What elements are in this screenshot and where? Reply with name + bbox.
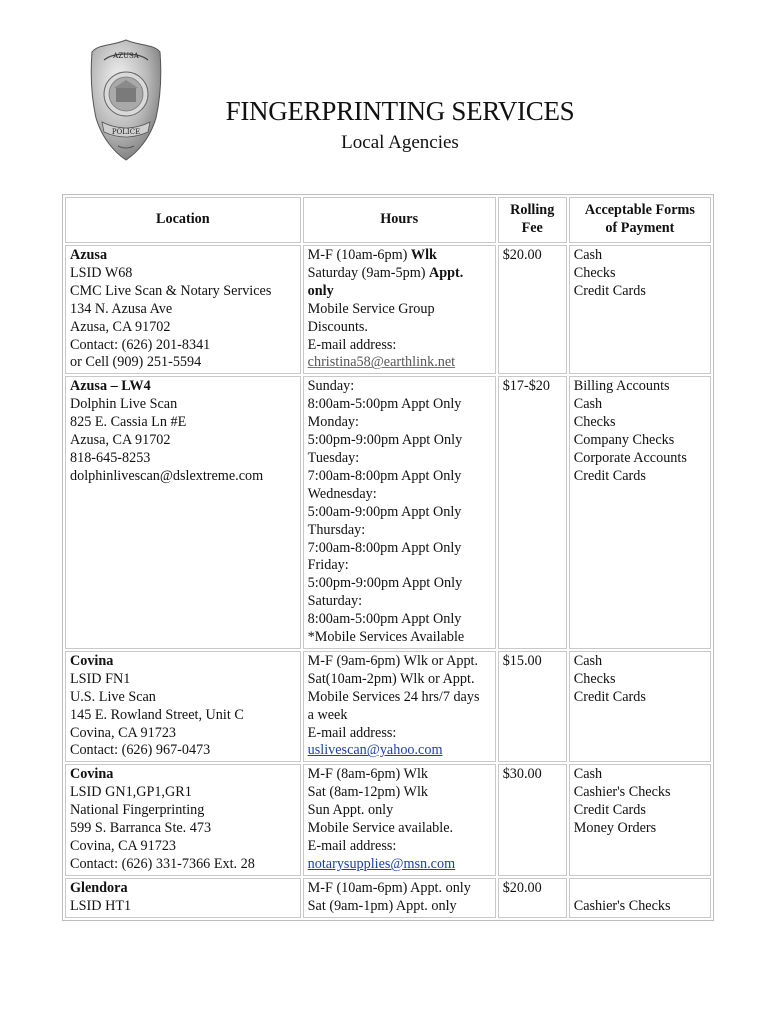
location-name: Covina: [70, 652, 114, 669]
location-cell: [65, 651, 301, 762]
hours-line: M-F (10am-6pm) Appt. only: [307, 879, 471, 896]
police-badge-icon: [90, 38, 162, 162]
location-cell: [65, 764, 301, 875]
location-name: Covina: [70, 766, 114, 783]
hours-line: Sat (9am-1pm) Appt. only: [307, 897, 457, 914]
hours-line: Sat (8am-12pm) Wlk: [307, 784, 428, 801]
payment-item: Credit Cards: [573, 467, 646, 484]
payment-cell: [569, 651, 711, 762]
services-table: [62, 194, 714, 921]
payment-item: Cash: [573, 652, 603, 669]
location-line: 599 S. Barranca Ste. 473: [70, 820, 212, 837]
payment-item: Checks: [573, 264, 616, 281]
location-line: CMC Live Scan & Notary Services: [70, 282, 272, 299]
header-hours: Hours: [303, 197, 496, 243]
hours-line: Mobile Service available.: [307, 820, 454, 837]
table-header-row: [65, 197, 711, 243]
hours-line: 7:00am-8:00pm Appt Only: [307, 467, 462, 484]
hours-line: M-F (9am-6pm) Wlk or Appt.: [307, 652, 479, 669]
hours-line: Friday:: [307, 557, 349, 574]
hours-line: M-F (8am-6pm) Wlk: [307, 766, 428, 783]
table-row: [65, 376, 711, 649]
header-fee-line2: Fee: [521, 220, 543, 236]
hours-line: Wednesday:: [307, 485, 377, 502]
hours-bold: Appt.: [429, 264, 464, 281]
location-line: or Cell (909) 251-5594: [70, 354, 202, 371]
hours-cell: [303, 878, 496, 918]
location-line: dolphinlivescan@dslextreme.com: [70, 467, 264, 484]
location-line: Covina, CA 91723: [70, 838, 177, 854]
location-line: Azusa, CA 91702: [70, 432, 171, 449]
location-line: Azusa, CA 91702: [70, 318, 171, 335]
hours-line: a week: [307, 706, 348, 723]
location-cell: [65, 245, 301, 374]
hours-line: Saturday:: [307, 593, 363, 610]
hours-line: Sun Appt. only: [307, 802, 394, 819]
hours-bold: Wlk: [410, 247, 437, 263]
location-line: LSID FN1: [70, 670, 131, 687]
table-row: [65, 764, 711, 875]
table-row: [65, 245, 711, 374]
hours-line: 5:00pm-9:00pm Appt Only: [307, 432, 463, 449]
payment-cell: [569, 376, 711, 649]
svg-text:POLICE: POLICE: [111, 128, 141, 136]
payment-cell: [569, 764, 711, 875]
location-line: Covina, CA 91723: [70, 724, 177, 741]
table-row: [65, 878, 711, 918]
hours-line: E-mail address:: [307, 838, 397, 854]
hours-line: Sat(10am-2pm) Wlk or Appt.: [307, 670, 475, 687]
fee-cell: $20.00: [498, 878, 567, 918]
header-fee: [498, 197, 567, 243]
location-line: 134 N. Azusa Ave: [70, 300, 173, 317]
hours-line: [308, 265, 491, 283]
location-line: LSID W68: [70, 264, 133, 281]
fee-cell: $30.00: [498, 764, 567, 875]
payment-item: Checks: [573, 414, 616, 431]
hours-line: E-mail address:: [307, 336, 397, 353]
svg-text:AZUSA: AZUSA: [113, 52, 139, 60]
hours-line: Tuesday:: [307, 449, 360, 466]
hours-line: *Mobile Services Available: [307, 629, 465, 646]
hours-line: 8:00am-5:00pm Appt Only: [307, 611, 462, 628]
email-link[interactable]: christina58@earthlink.net: [307, 354, 456, 371]
location-name: Azusa – LW4: [70, 378, 151, 395]
hours-line: [308, 247, 491, 265]
hours-text: Saturday (9am-5pm): [307, 264, 430, 281]
hours-line: E-mail address:: [307, 724, 397, 741]
payment-item: Cash: [573, 396, 603, 413]
header-payment: [569, 197, 711, 243]
hours-line: 5:00am-9:00pm Appt Only: [307, 503, 462, 520]
payment-cell: [569, 878, 711, 918]
location-line: LSID HT1: [70, 897, 132, 914]
page-title: FINGERPRINTING SERVICES: [225, 96, 575, 126]
fee-cell: $17-$20: [498, 376, 567, 649]
payment-item: Cashier's Checks: [573, 897, 671, 914]
hours-cell: [303, 376, 496, 649]
hours-line: Thursday:: [307, 521, 366, 538]
location-line: U.S. Live Scan: [70, 688, 156, 705]
payment-item: Cashier's Checks: [573, 784, 671, 801]
header-payment-line2: of Payment: [605, 220, 675, 236]
page-subtitle: Local Agencies: [341, 132, 459, 153]
payment-cell: [569, 245, 711, 374]
payment-item: Company Checks: [573, 432, 675, 449]
payment-item: Checks: [573, 670, 616, 687]
location-line: LSID GN1,GP1,GR1: [70, 784, 192, 801]
location-name: Azusa: [70, 247, 108, 263]
location-line: Contact: (626) 967-0473: [70, 742, 211, 759]
header-location: Location: [65, 197, 301, 243]
title-block: [200, 96, 600, 156]
location-cell: [65, 878, 301, 918]
location-cell: [65, 376, 301, 649]
payment-item: Billing Accounts: [573, 378, 670, 395]
email-link[interactable]: notarysupplies@msn.com: [307, 855, 456, 872]
hours-cell: [303, 651, 496, 762]
location-line: Contact: (626) 201-8341: [70, 336, 211, 353]
fee-cell: $15.00: [498, 651, 567, 762]
location-line: 825 E. Cassia Ln #E: [70, 414, 187, 431]
hours-line: 5:00pm-9:00pm Appt Only: [307, 575, 463, 592]
hours-cell: [303, 245, 496, 374]
hours-line: Mobile Services 24 hrs/7 days: [307, 688, 480, 705]
hours-line: Discounts.: [307, 318, 368, 335]
header-fee-line1: Rolling: [510, 202, 555, 219]
hours-line: Mobile Service Group: [307, 300, 435, 317]
hours-line: Sunday:: [307, 378, 355, 395]
location-line: 818-645-8253: [70, 449, 151, 466]
hours-line: Monday:: [307, 414, 359, 431]
location-line: 145 E. Rowland Street, Unit C: [70, 706, 244, 723]
payment-item: Cash: [573, 247, 603, 263]
header-payment-line1: Acceptable Forms: [584, 202, 695, 219]
table-row: [65, 651, 711, 762]
hours-text: M-F (10am-6pm): [307, 247, 411, 263]
hours-line: 7:00am-8:00pm Appt Only: [307, 539, 462, 556]
fee-cell: $20.00: [498, 245, 567, 374]
email-link[interactable]: uslivescan@yahoo.com: [307, 742, 443, 759]
hours-cell: [303, 764, 496, 875]
location-line: Dolphin Live Scan: [70, 396, 178, 413]
hours-line: 8:00am-5:00pm Appt Only: [307, 396, 462, 413]
location-line: National Fingerprinting: [70, 802, 205, 819]
location-line: Contact: (626) 331-7366 Ext. 28: [70, 855, 255, 872]
payment-item: Money Orders: [573, 820, 657, 837]
payment-item: Corporate Accounts: [573, 449, 687, 466]
location-name: Glendora: [70, 879, 128, 896]
payment-item: Credit Cards: [573, 802, 646, 819]
payment-item: Credit Cards: [573, 282, 646, 299]
payment-item: Credit Cards: [573, 688, 646, 705]
hours-line: only: [307, 282, 334, 299]
payment-item: Cash: [573, 766, 603, 783]
